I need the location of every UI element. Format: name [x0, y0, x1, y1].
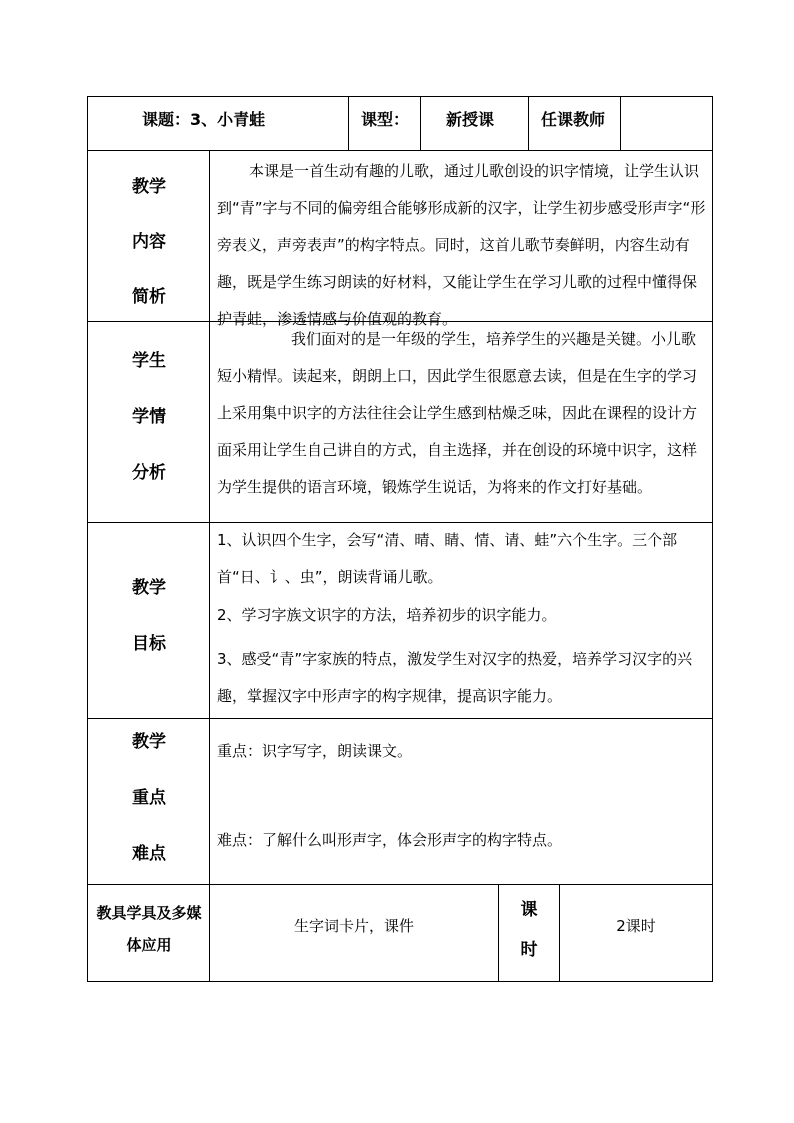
lesson-type-value: 新授课 — [446, 110, 495, 129]
class-hours-label: 课时 — [520, 900, 538, 960]
header-divider — [528, 96, 529, 151]
student-analysis-text: 我们面对的是一年级的学生，培养学生的兴趣是关键。小儿歌短小精悍。读起来，朗朗上口，因此学生很愿意去读，但是在生字的学习上采用集中识字的方法往往会让学生感到枯燥乏味，因此在课程的设计方面采用让学生自己讲自的方式，自主选择，并在创设的环境中识字，这样为学生提供的语言环境，锻炼学生说话，为将来的作文打好基础。 — [217, 330, 698, 496]
table-border-bottom — [87, 981, 713, 982]
content-analysis-label: 教学 内容 简析 — [132, 177, 166, 307]
header-divider — [620, 96, 621, 151]
lesson-title-label: 课题： — [142, 110, 191, 129]
class-hours-value: 2课时 — [616, 917, 656, 935]
media-value: 生字词卡片，课件 — [293, 917, 414, 935]
teaching-goals-label: 教学 目标 — [132, 578, 166, 654]
teacher-label: 任课教师 — [541, 110, 606, 129]
table-row-divider — [87, 884, 713, 885]
key-point-text: 重点：识字写字，朗读课文。 — [217, 742, 413, 760]
teaching-goal-item: 1、认识四个生字，会写“清、晴、睛、情、请、蛙”六个生字。三个部首“日、讠、虫”，朗读背诵儿歌。 — [217, 531, 678, 586]
header-divider — [348, 96, 349, 151]
media-label: 教具学具及多媒体应用 — [96, 904, 202, 954]
content-analysis-text: 本课是一首生动有趣的儿歌，通过儿歌创设的识字情境，让学生认识到“青”字与不同的偏旁组合能够形成新的汉字，让学生初步感受形声字“形旁表义，声旁表声”的构字特点。同时，这首儿歌节奏鲜明，内容生动有趣，既是学生练习朗读的好材料，又能让学生在学习儿歌的过程中懂得保护青蛙，渗透情感与价值观的教育。 — [217, 162, 706, 328]
lesson-title-cell — [142, 107, 265, 130]
student-analysis-label: 学生 学情 分析 — [132, 351, 166, 483]
table-border-right — [712, 96, 713, 982]
teaching-goal-item: 3、感受“青”字家族的特点，激发学生对汉字的热爱，培养学习汉字的兴趣，掌握汉字中形声字的构字规律，提高识字能力。 — [217, 650, 693, 705]
difficult-point-text: 难点：了解什么叫形声字，体会形声字的构字特点。 — [217, 831, 563, 849]
table-border-left — [87, 96, 88, 982]
lesson-type-label: 课型： — [361, 110, 410, 129]
header-divider — [420, 96, 421, 151]
footer-divider — [498, 884, 499, 982]
lesson-title-value: 3、小青蛙 — [190, 110, 266, 129]
label-column-divider — [209, 150, 210, 982]
key-points-label: 教学 重点 难点 — [132, 732, 166, 864]
teaching-goal-item: 2、学习字族文识字的方法，培养初步的识字能力。 — [217, 606, 557, 624]
